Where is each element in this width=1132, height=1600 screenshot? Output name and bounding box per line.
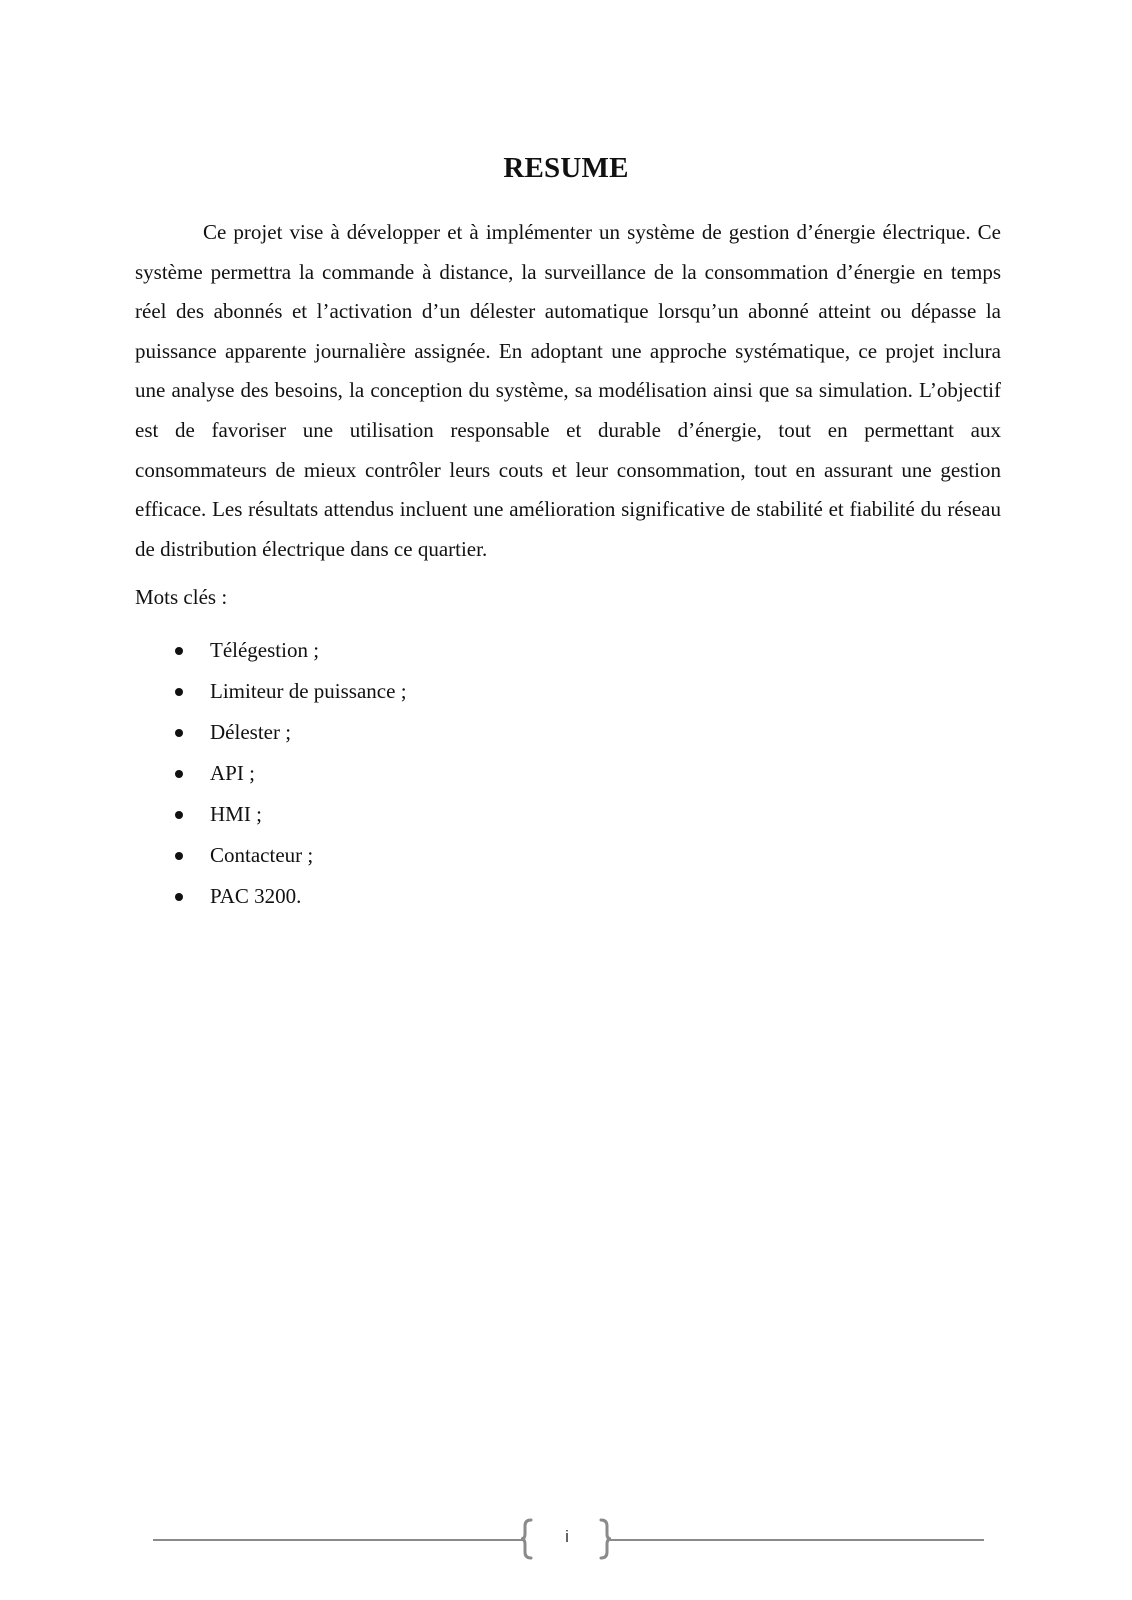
footer-rule-left	[153, 1539, 525, 1541]
bullet-icon	[175, 893, 183, 901]
footer-rule-right	[609, 1539, 984, 1541]
keyword-text: API ;	[210, 761, 255, 785]
keywords-label: Mots clés :	[135, 585, 228, 609]
bullet-icon	[175, 811, 183, 819]
page-title: RESUME	[503, 152, 629, 184]
bullet-icon	[175, 770, 183, 778]
keyword-item	[135, 671, 407, 712]
abstract-paragraph: Ce projet vise à développer et à implémenter un système de gestion d’énergie électrique. Ce système permettra la commande à distance, la surveillance de la consommation d’énergie en temps réel des abonnés et l’activation d’un délester automatique lorsqu’un abonné atteint ou dépasse la puissance apparente journalière assignée. En adoptant une approche systématique, ce projet inclura une analyse des besoins, la conception du système, sa modélisation ainsi que sa simulation. L’objectif est de favoriser une utilisation responsable et durable d’énergie, tout en permettant aux consommateurs de mieux contrôler leurs couts et leur consommation, tout en assurant une gestion efficace. Les résultats attendus incluent une amélioration significative de stabilité et fiabilité du réseau de distribution électrique dans ce quartier.	[135, 220, 1001, 561]
keyword-text: PAC 3200.	[210, 884, 302, 908]
keyword-item	[135, 712, 407, 753]
keyword-text: Télégestion ;	[210, 638, 320, 662]
left-bracket-icon	[519, 1517, 535, 1561]
keyword-item	[135, 835, 407, 876]
keyword-text: Contacteur ;	[210, 843, 314, 867]
bullet-icon	[175, 688, 183, 696]
keyword-item	[135, 876, 407, 917]
keyword-text: HMI ;	[210, 802, 262, 826]
bullet-icon	[175, 852, 183, 860]
keyword-text: Délester ;	[210, 720, 292, 744]
keyword-item	[135, 753, 407, 794]
keyword-text: Limiteur de puissance ;	[210, 679, 407, 703]
keyword-item	[135, 630, 407, 671]
bullet-icon	[175, 647, 183, 655]
page-number: i	[565, 1527, 569, 1546]
keyword-item	[135, 794, 407, 835]
keyword-list	[135, 630, 407, 917]
bullet-icon	[175, 729, 183, 737]
